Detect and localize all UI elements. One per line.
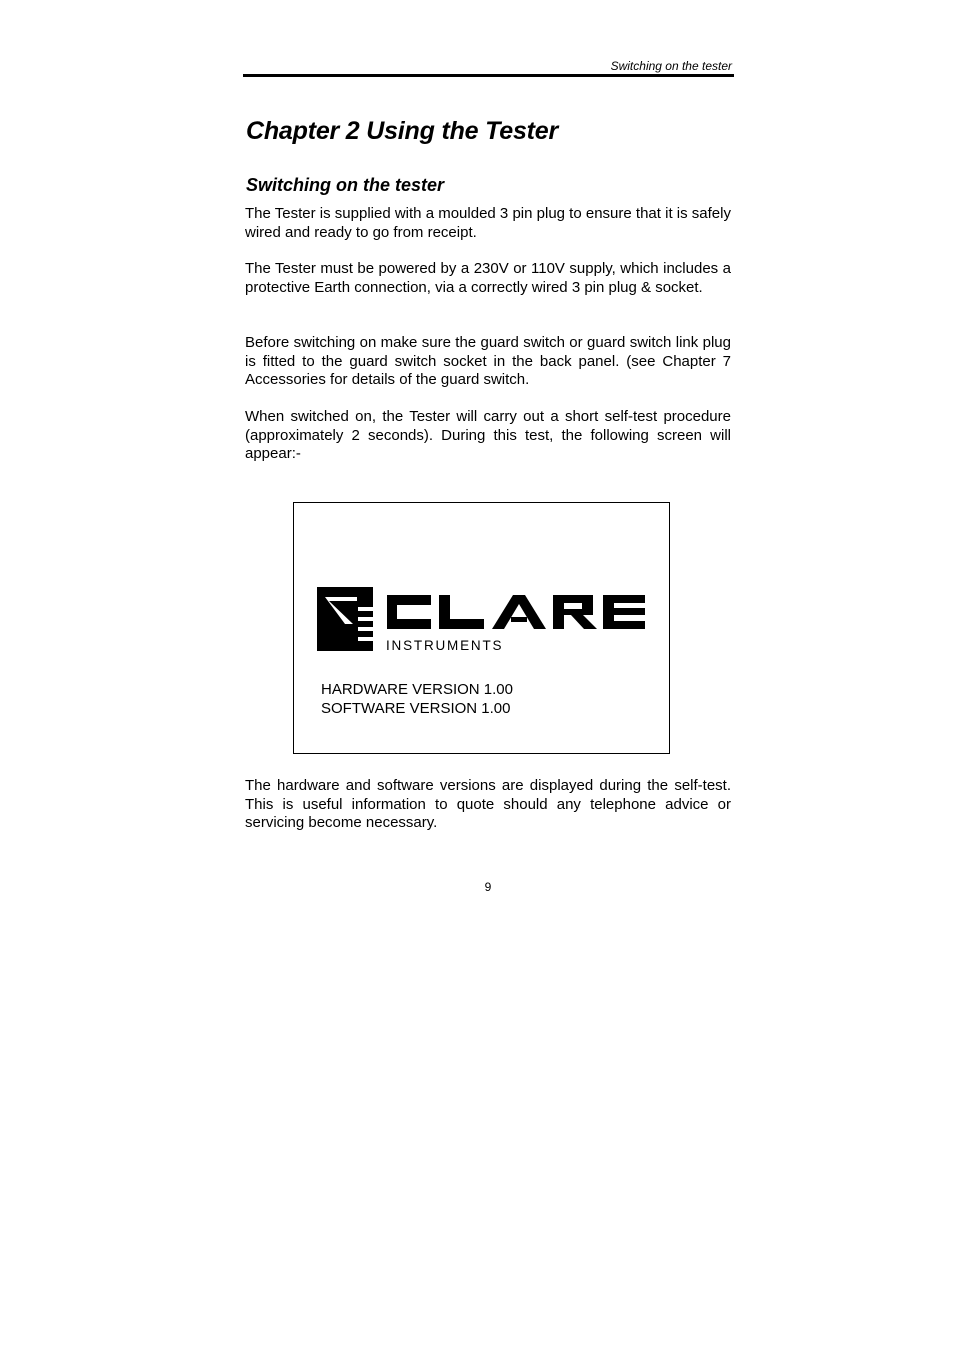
software-version-text: SOFTWARE VERSION 1.00 <box>321 700 511 717</box>
body-paragraph: When switched on, the Tester will carry out a short self-test procedure (approximately 2 seconds). During this test, the following screen will appear:- <box>245 408 731 462</box>
clare-wordmark <box>387 595 645 629</box>
body-paragraph: Before switching on make sure the guard switch or guard switch link plug is fitted to the guard switch socket in the back panel. (see Chapter 7 Accessories for details of the guard switch. <box>245 334 731 388</box>
closing-paragraph: The hardware and software versions are displayed during the self-test. This is useful information to quote should any telephone advice or servicing become necessary. <box>245 777 731 831</box>
section-title: Switching on the tester <box>246 175 445 195</box>
running-header: Switching on the tester <box>610 59 732 73</box>
clare-emblem-icon <box>317 587 373 651</box>
page-number: 9 <box>484 880 492 894</box>
self-test-screen-illustration <box>293 502 670 754</box>
body-paragraph: The Tester must be powered by a 230V or 110V supply, which includes a protective Earth connection, via a correctly wired 3 pin plug & socket. <box>245 260 731 296</box>
body-paragraph: The Tester is supplied with a moulded 3 pin plug to ensure that it is safely wired and ready to go from receipt. <box>245 205 731 241</box>
header-rule <box>243 74 734 77</box>
logo-subtitle: INSTRUMENTS <box>386 638 504 653</box>
hardware-version-text: HARDWARE VERSION 1.00 <box>321 681 513 698</box>
chapter-title: Chapter 2 Using the Tester <box>246 117 558 145</box>
